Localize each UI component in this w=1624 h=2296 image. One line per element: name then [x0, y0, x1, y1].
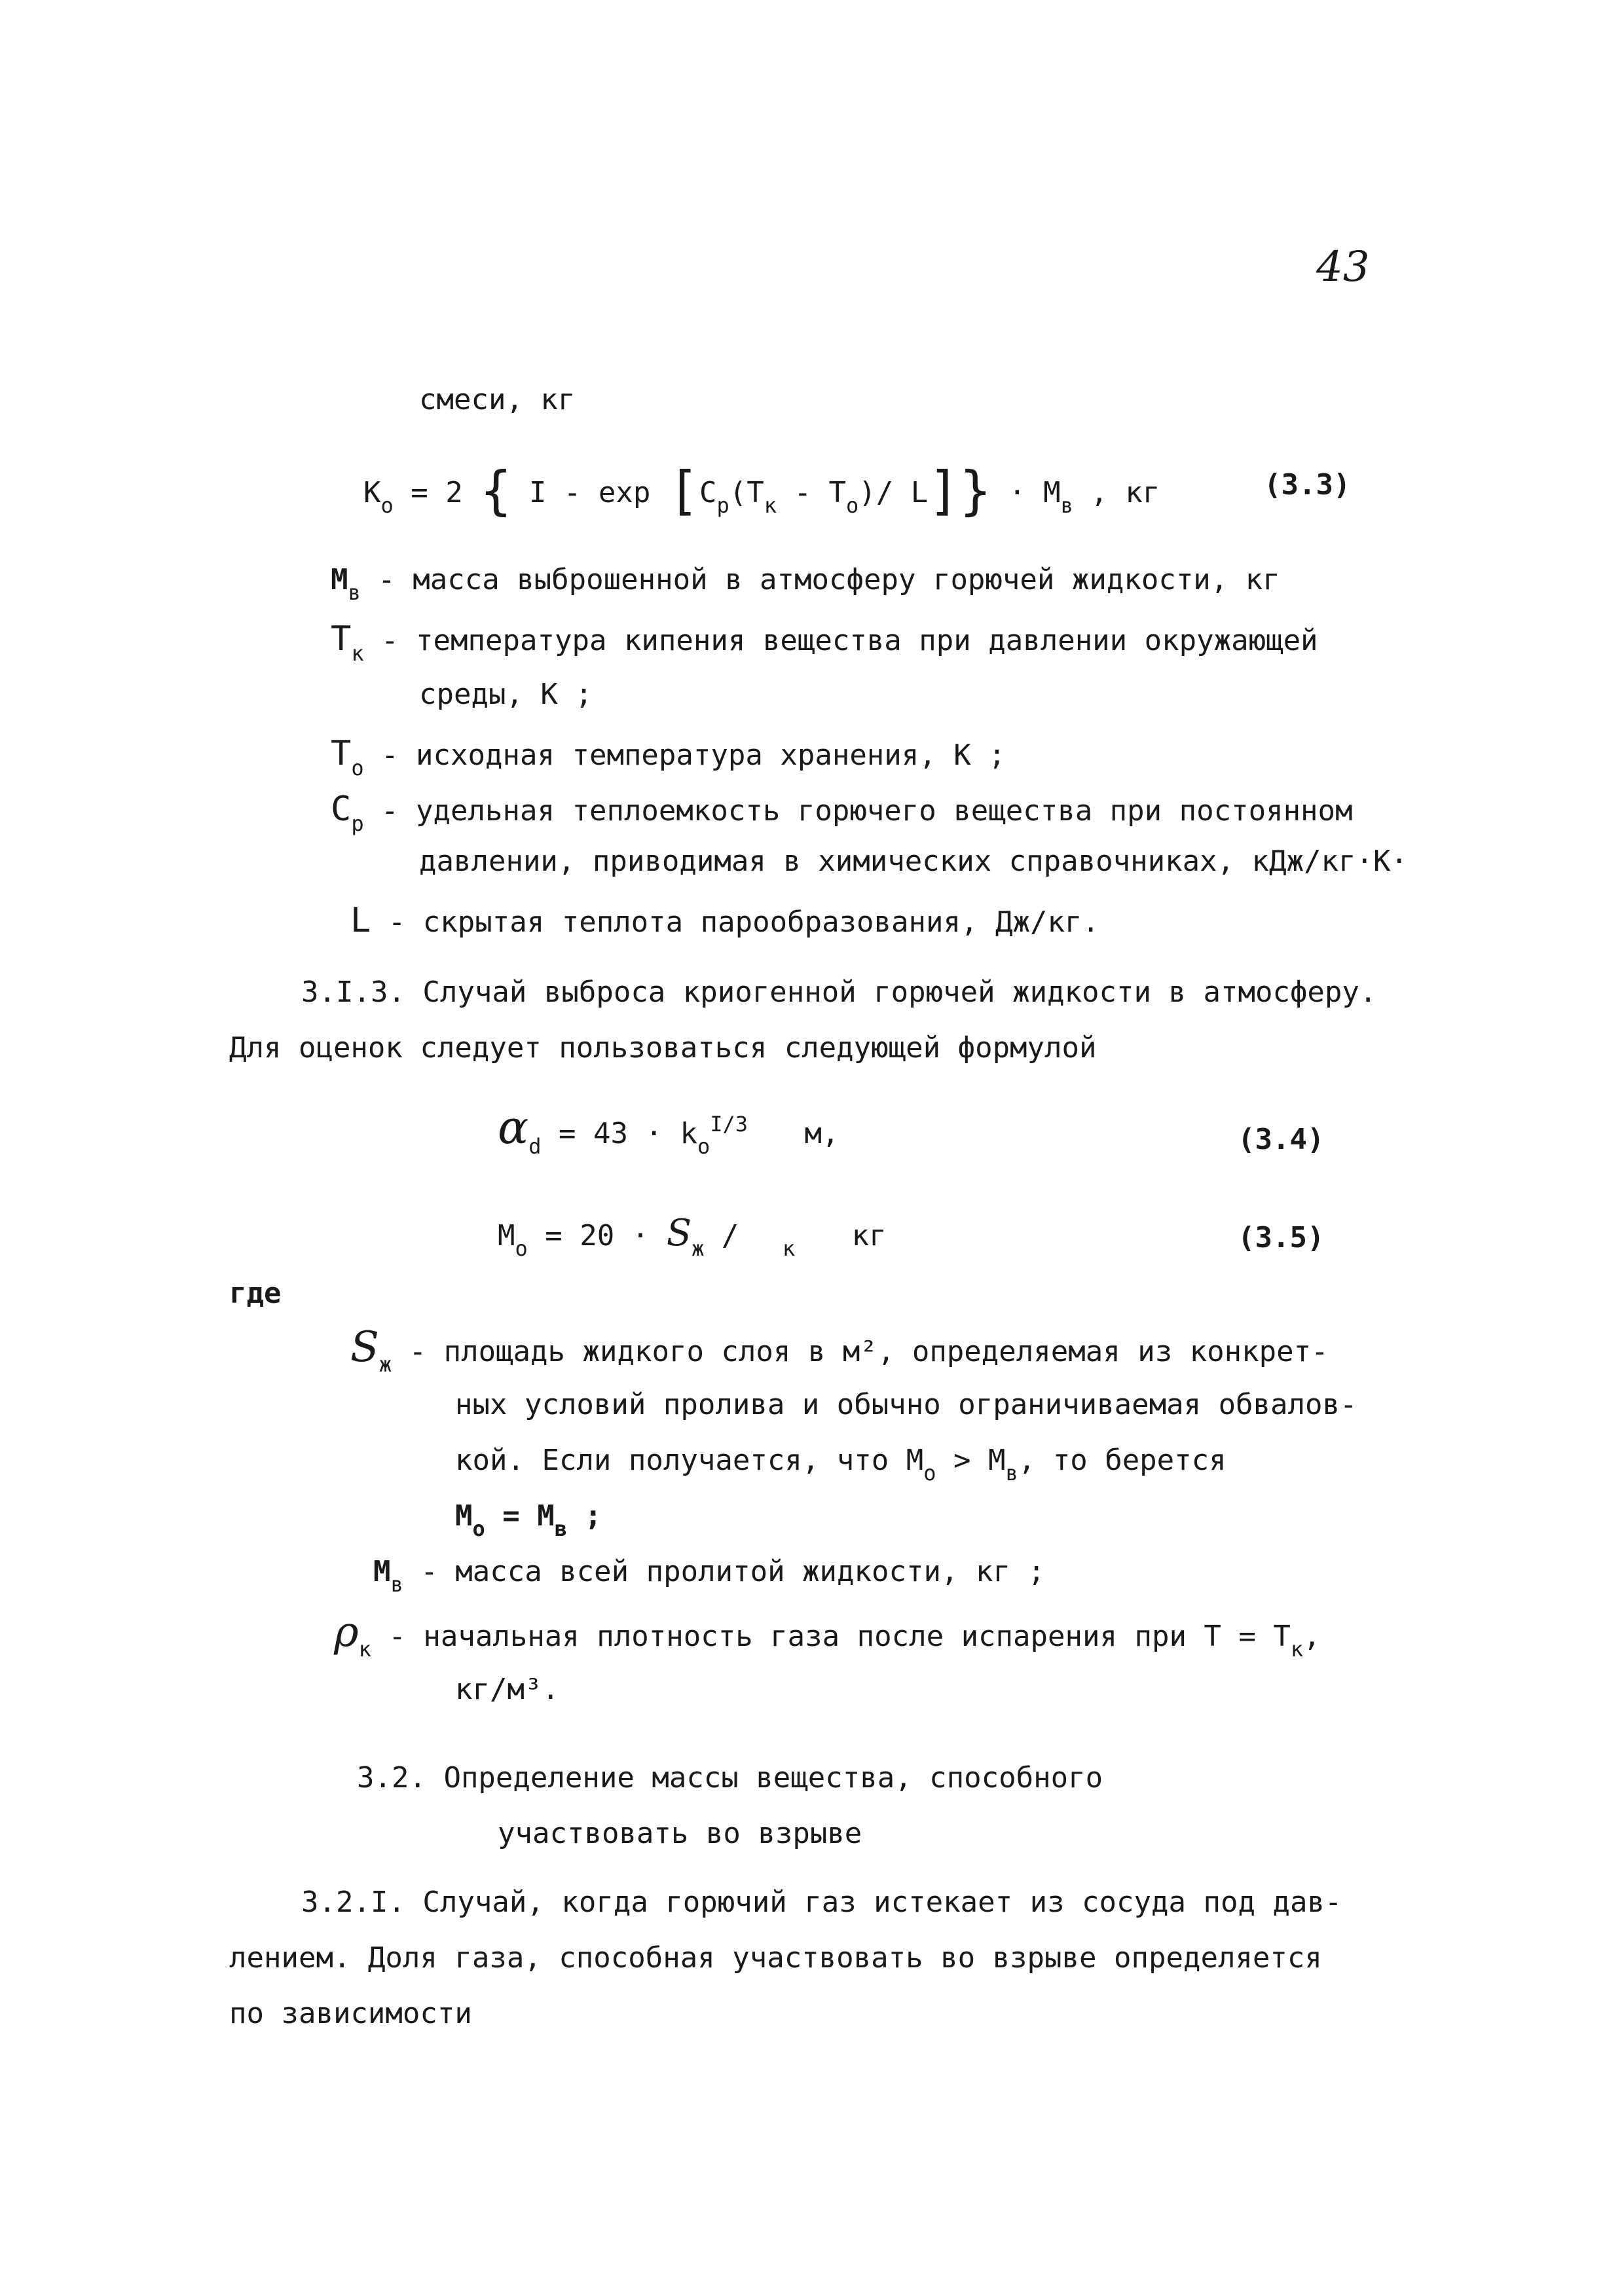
- equation-3-4-number: (3.4): [1238, 1123, 1325, 1156]
- sec313-line1: 3.I.3. Случай выброса криогенной горючей жидкости в атмосферу.: [301, 975, 1377, 1009]
- def-mv2: $M_в$ - масса всей пролитой жидкости, кг ;: [373, 1555, 1045, 1597]
- def-s-cont2: кой. Если получается, что $M_о > M_в$, то берется: [455, 1444, 1227, 1485]
- page-number: 43: [1316, 243, 1370, 291]
- def-tk-cont: среды, К ;: [419, 678, 593, 711]
- equation-3-4: $\alpha_d = 43 \cdot k_о^{I/3}$ м,: [498, 1101, 840, 1159]
- def-l: L - скрытая теплота парообразования, Дж/кг.: [350, 901, 1099, 940]
- def-s-cont1: ных условий пролива и обычно ограничиваемая обвалов-: [455, 1388, 1357, 1421]
- sec321-line1: 3.2.I. Случай, когда горючий газ истекает из сосуда под дав-: [301, 1886, 1342, 1919]
- equation-3-3-number: (3.3): [1264, 468, 1351, 501]
- sec313-line2: Для оценок следует пользоваться следующей формулой: [229, 1031, 1097, 1065]
- def-cp: $C_p$ - удельная теплоемкость горючего вещества при постоянном: [331, 790, 1353, 836]
- def-mv: $M_в$ - масса выброшенной в атмосферу горючей жидкости, кг: [331, 563, 1280, 605]
- def-t0: $T_о$ - исходная температура хранения, К ;: [331, 734, 1006, 780]
- def-rho-cont: кг/м³.: [455, 1673, 559, 1706]
- intro-line: смеси, кг: [419, 383, 576, 416]
- where-label: где: [229, 1277, 282, 1310]
- def-tk: $T_к$ - температура кипения вещества при давлении окружающей: [331, 619, 1318, 666]
- equation-3-5: $M_о = 20 \cdot S_ж / _к$ кг: [498, 1212, 887, 1261]
- equation-3-3: $К_о = 2$ { I - $\exp [C_p(T_к - T_о)/$ $L]\} \cdot M_в$ , кг: [363, 460, 1160, 521]
- sec32-line2: участвовать во взрыве: [498, 1817, 862, 1850]
- def-s: $S_ж$ - площадь жидкого слоя в м², определяемая из конкрет-: [350, 1323, 1329, 1377]
- sec321-line3: по зависимости: [229, 1997, 472, 2030]
- sec321-line2: лением. Доля газа, способная участвовать во взрыве определяется: [229, 1941, 1322, 1975]
- sec32-line1: 3.2. Определение массы вещества, способного: [357, 1761, 1103, 1795]
- def-rho: $\rho_к$ - начальная плотность газа после испарения при $T = T_к$,: [334, 1608, 1321, 1662]
- def-s-cont3: $M_о = M_в$ ;: [455, 1499, 602, 1541]
- equation-3-5-number: (3.5): [1238, 1221, 1325, 1254]
- def-cp-cont: давлении, приводимая в химических справочниках, кДж/кг·К·: [419, 845, 1408, 878]
